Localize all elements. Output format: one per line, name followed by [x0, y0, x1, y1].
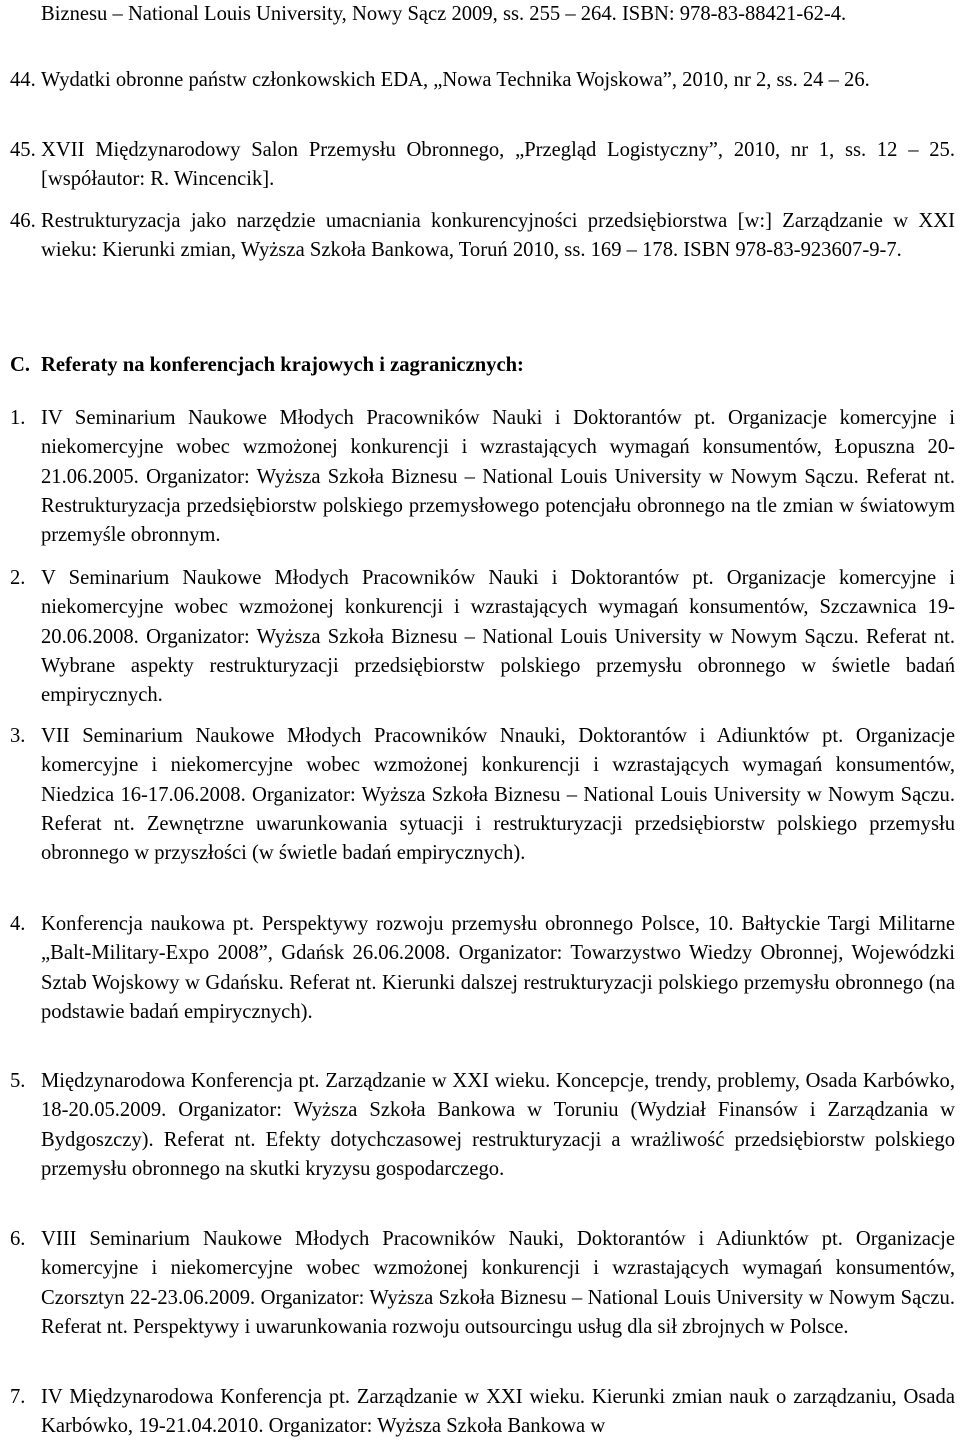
conference-item-7 — [10, 1383, 955, 1442]
publication-text: XVII Międzynarodowy Salon Przemysłu Obronnego, „Przegląd Logistyczny”, 2010, nr 1, ss. 12 – 25. [współautor: R. Wincencik]. — [41, 139, 955, 191]
publication-fragment-text: Biznesu – National Louis University, Nowy Sącz 2009, ss. 255 – 264. ISBN: 978-83-88421-62-4. — [41, 3, 847, 25]
conference-item-3 — [10, 722, 955, 868]
publication-number: 46. — [10, 210, 36, 232]
publication-item-46 — [10, 207, 955, 266]
conference-text: Międzynarodowa Konferencja pt. Zarządzanie w XXI wieku. Koncepcje, trendy, problemy, Osada Karbówko, 18-20.05.2009. Organizator: Wyższa Szkoła Bankowa w Toruniu (Wydział Finansów i Zarządzania w Bydgoszczy). Referat nt. Efekty dotychczasowej restrukturyzacji a wrażliwość przedsiębiorstw polskiego przemysłu obronnego na skutki kryzysu gospodarczego. — [41, 1070, 955, 1180]
conference-item-6 — [10, 1225, 955, 1342]
section-title: Referaty na konferencjach krajowych i zagranicznych: — [41, 354, 524, 376]
publication-text: Wydatki obronne państw członkowskich EDA, „Nowa Technika Wojskowa”, 2010, nr 2, ss. 24 – 26. — [41, 69, 870, 91]
conference-number: 6. — [10, 1228, 26, 1250]
conference-text: V Seminarium Naukowe Młodych Pracowników Nauki i Doktorantów pt. Organizacje komercyjne i niekomercyjne wobec wzmożonej konkurencji i wzrastających wymagań konsumentów, Szczawnica 19-20.06.2008. Organizator: Wyższa Szkoła Biznesu – National Louis University w Nowym Sączu. Referat nt. Wybrane aspekty restrukturyzacji przedsiębiorstw polskiego przemysłu obronnego w świetle badań empirycznych. — [41, 567, 955, 707]
conference-item-2 — [10, 564, 955, 710]
conference-number: 7. — [10, 1386, 26, 1408]
conference-text: VIII Seminarium Naukowe Młodych Pracowników Nauki, Doktorantów i Adiunktów pt. Organizacje komercyjne i niekomercyjne wobec wzmożonej konkurencji i wzrastających wymagań konsumentów, Czorsztyn 22-23.06.2009. Organizator: Wyższa Szkoła Biznesu – National Louis University w Nowym Sączu. Referat nt. Perspektywy i uwarunkowania rozwoju outsourcingu usług dla sił zbrojnych w Polsce. — [41, 1228, 955, 1338]
section-letter: C. — [10, 354, 31, 376]
conference-number: 3. — [10, 725, 26, 747]
conference-text: IV Międzynarodowa Konferencja pt. Zarządzanie w XXI wieku. Kierunki zmian nauk o zarządzaniu, Osada Karbówko, 19-21.04.2010. Organizator: Wyższa Szkoła Bankowa w — [41, 1386, 955, 1438]
publication-item-44 — [10, 66, 955, 95]
section-heading-c — [10, 351, 955, 380]
conference-number: 5. — [10, 1070, 26, 1092]
conference-item-5 — [10, 1067, 955, 1184]
conference-item-1 — [10, 404, 955, 550]
conference-number: 2. — [10, 567, 26, 589]
publication-number: 45. — [10, 139, 36, 161]
publication-number: 44. — [10, 69, 36, 91]
conference-item-4 — [10, 910, 955, 1027]
conference-text: IV Seminarium Naukowe Młodych Pracowników Nauki i Doktorantów pt. Organizacje komercyjne i niekomercyjne wobec wzmożonej konkurencji i wzrastających wymagań konsumentów, Łopuszna 20-21.06.2005. Organizator: Wyższa Szkoła Biznesu – National Louis University w Nowym Sączu. Referat nt. Restrukturyzacja przedsiębiorstw polskiego przemysłowego potencjału obronnego na tle zmian w światowym przemyśle obronnym. — [41, 407, 955, 547]
conference-number: 1. — [10, 407, 26, 429]
publication-fragment — [10, 0, 955, 29]
conference-text: VII Seminarium Naukowe Młodych Pracowników Nnauki, Doktorantów i Adiunktów pt. Organizacje komercyjne i niekomercyjne wobec wzmożonej konkurencji i wzrastających wymagań konsumentów, Niedzica 16-17.06.2008. Organizator: Wyższa Szkoła Biznesu – National Louis University w Nowym Sączu. Referat nt. Zewnętrzne uwarunkowania sytuacji i restrukturyzacji przedsiębiorstw polskiego przemysłu obronnego w przyszłości (w świetle badań empirycznych). — [41, 725, 955, 865]
publication-item-45 — [10, 136, 955, 195]
conference-text: Konferencja naukowa pt. Perspektywy rozwoju przemysłu obronnego Polsce, 10. Bałtyckie Targi Militarne „Balt-Military-Expo 2008”, Gdańsk 26.06.2008. Organizator: Towarzystwo Wiedzy Obronnej, Wojewódzki Sztab Wojskowy w Gdańsku. Referat nt. Kierunki dalszej restrukturyzacji polskiego przemysłu obronnego (na podstawie badań empirycznych). — [41, 913, 955, 1023]
publication-text: Restrukturyzacja jako narzędzie umacniania konkurencyjności przedsiębiorstwa [w:] Zarządzanie w XXI wieku: Kierunki zmian, Wyższa Szkoła Bankowa, Toruń 2010, ss. 169 – 178. ISBN 978-83-923607-9-7. — [41, 210, 955, 262]
conference-number: 4. — [10, 913, 26, 935]
